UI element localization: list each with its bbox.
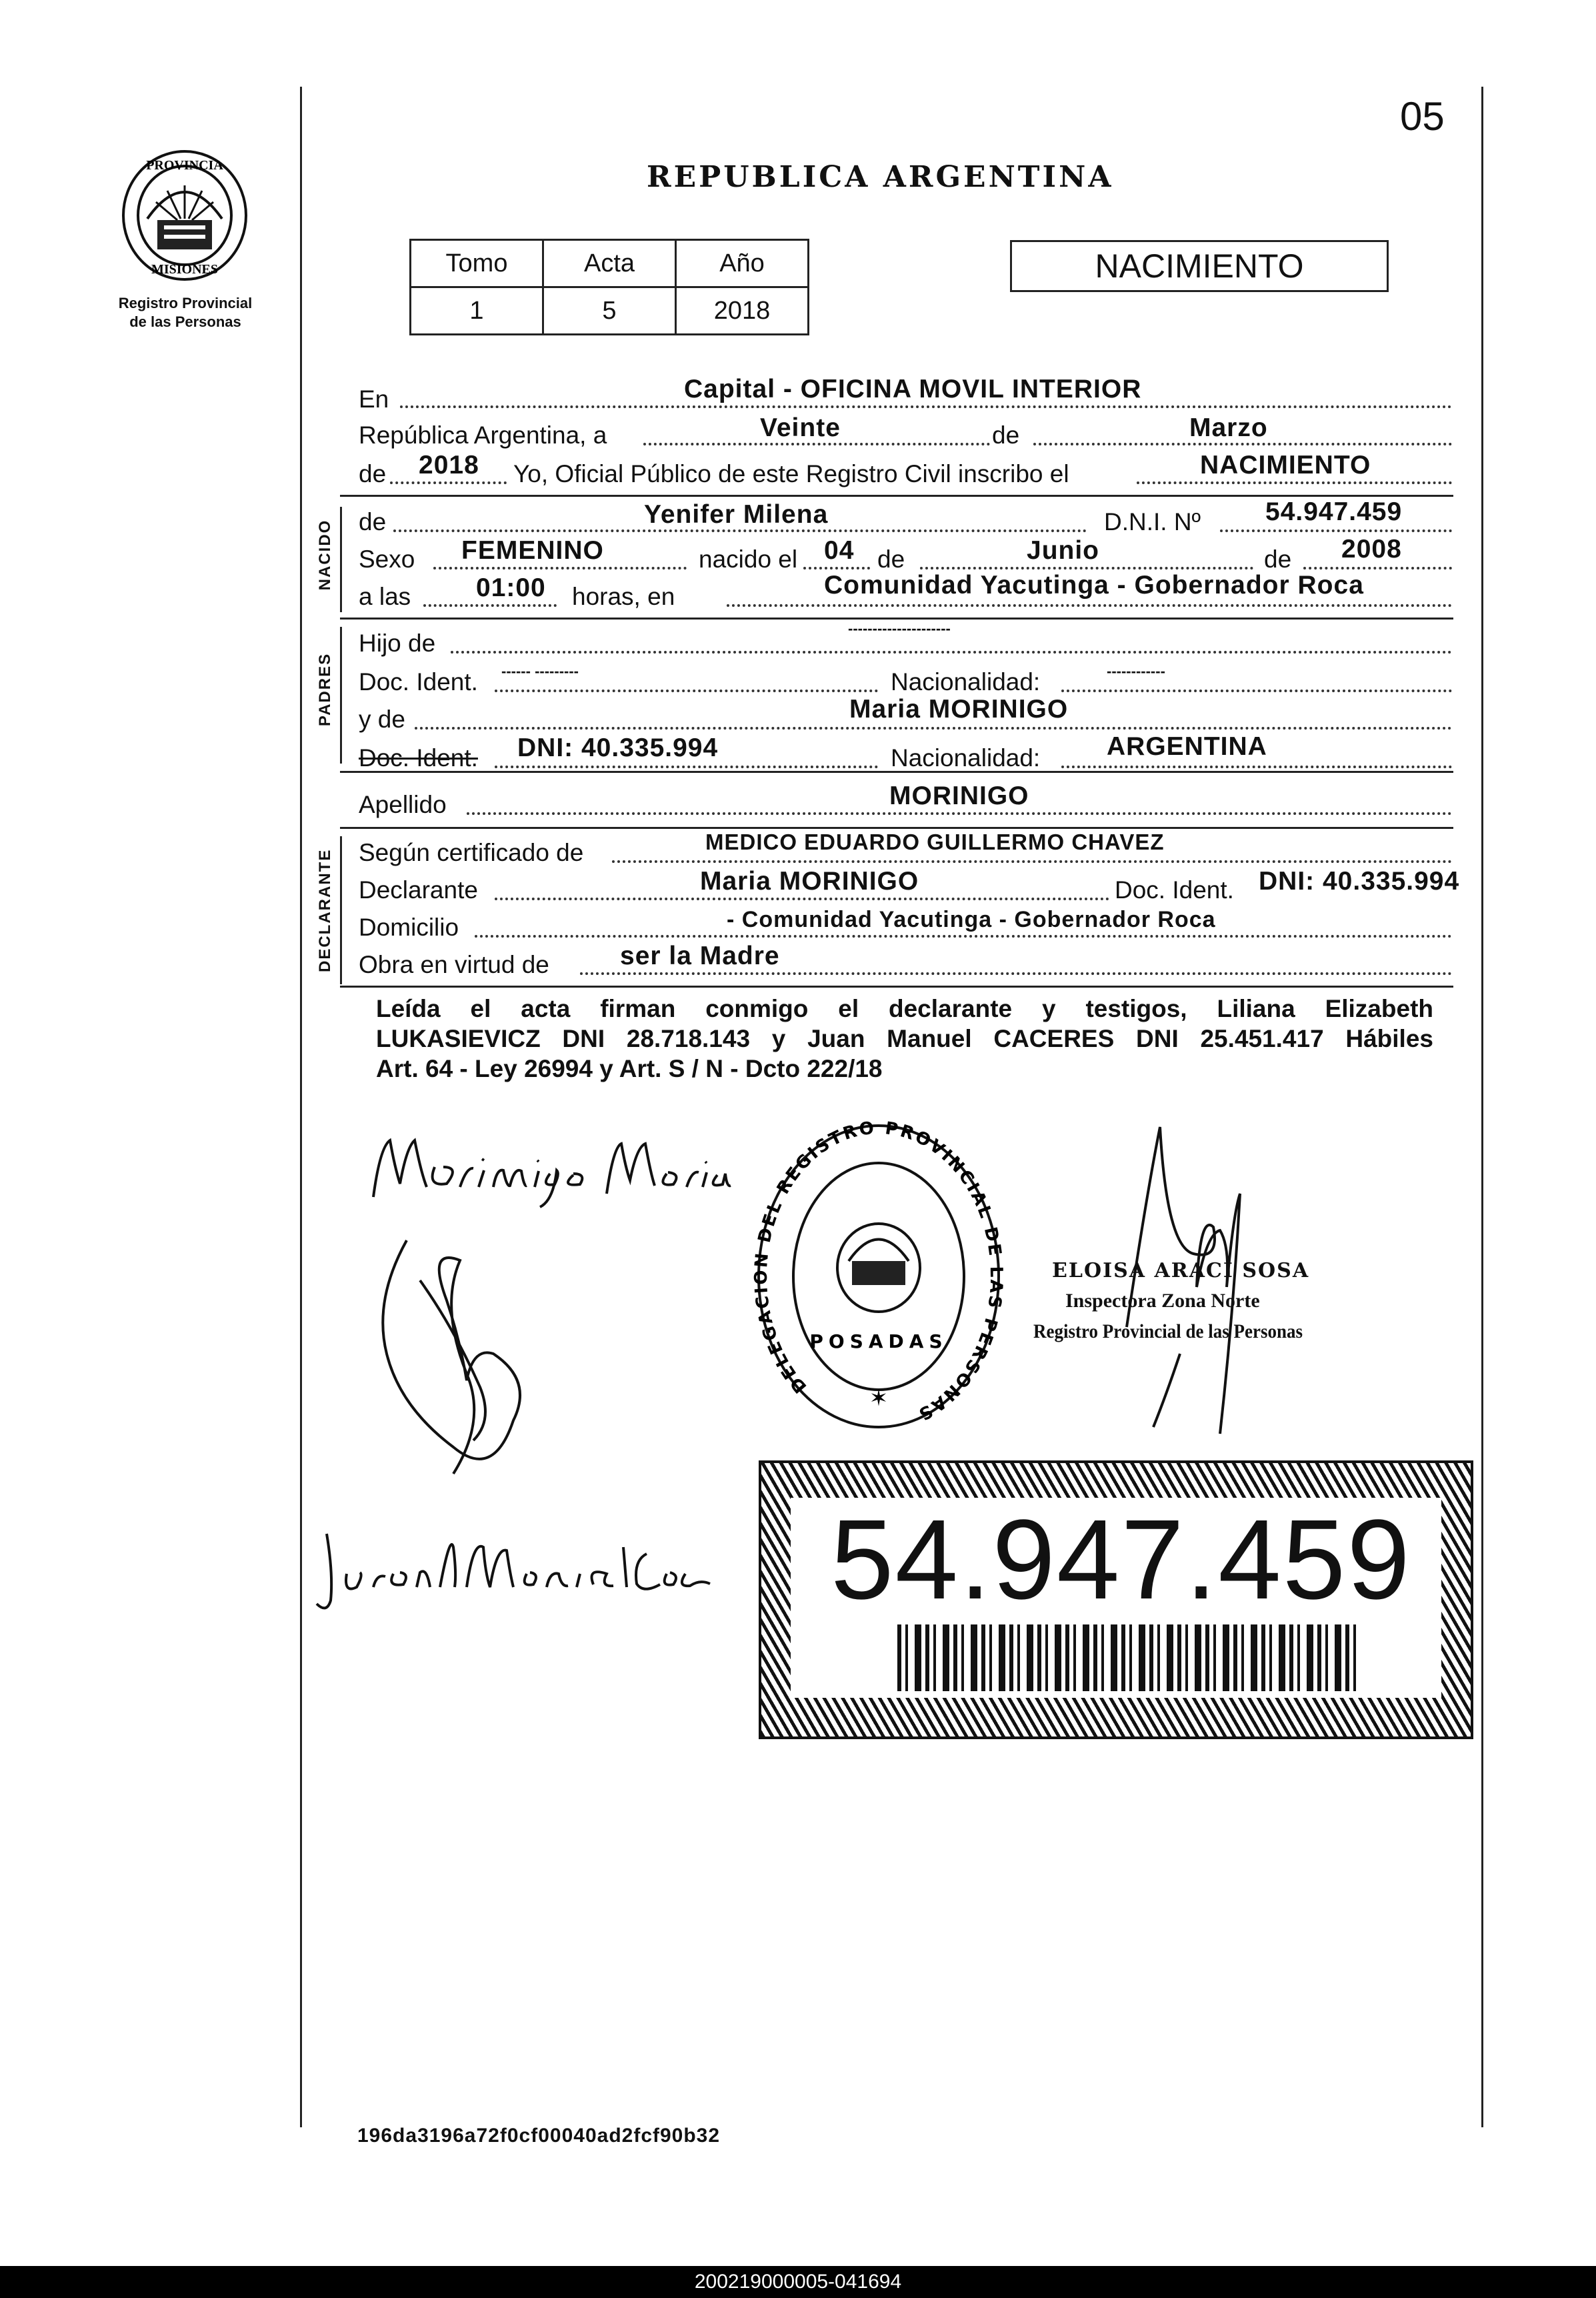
mother-name: Maria MORINIGO — [849, 695, 1069, 724]
registry-oval-stamp — [752, 1118, 1005, 1435]
footer-id-bar — [0, 2266, 1596, 2298]
witness-signature — [307, 1520, 720, 1614]
barcode-icon — [897, 1624, 1357, 1691]
act-type-box — [1010, 240, 1389, 292]
birthyear-dots — [1303, 567, 1452, 569]
provincial-emblem-icon — [111, 145, 259, 285]
doc1-label: Doc. Ident. — [359, 668, 478, 696]
obra-label: Obra en virtud de — [359, 951, 549, 978]
en-label: En — [359, 385, 389, 413]
closing-line-3: Art. 64 - Ley 26994 y Art. S / N - Dcto 222/18 — [376, 1055, 883, 1082]
index-header-tomo: Tomo — [411, 240, 543, 287]
father-nat-dots — [1061, 690, 1452, 692]
declarante-section-label: DECLARANTE — [316, 848, 334, 972]
decl-doc-label: Doc. Ident. — [1115, 876, 1234, 904]
padres-section-label: PADRES — [316, 652, 334, 727]
nacido-de-label-3: de — [1264, 545, 1292, 573]
section-divider — [340, 827, 1453, 829]
official-title: Inspectora Zona Norte — [1065, 1290, 1260, 1312]
logo-text-top: PROVINCIA — [146, 158, 223, 173]
birthmonth-dots — [920, 567, 1253, 569]
left-margin-line — [300, 87, 302, 2127]
year-dots — [390, 481, 507, 484]
nacido-de-label: de — [359, 508, 387, 535]
de-label: de — [992, 421, 1020, 449]
declarant-signature — [360, 1120, 733, 1214]
domicile-value: - Comunidad Yacutinga - Gobernador Roca — [727, 907, 1216, 932]
hijo-label: Hijo de — [359, 630, 436, 657]
dni-barcode-label — [759, 1460, 1473, 1739]
day-dots — [643, 443, 990, 445]
index-value-ano: 2018 — [676, 287, 809, 335]
birthday-dots — [803, 567, 870, 569]
star-icon: ✶ — [869, 1385, 889, 1412]
sexo-dots — [433, 567, 687, 569]
footer-hash: 196da3196a72f0cf00040ad2fcf90b32 — [357, 2125, 721, 2147]
child-name: Yenifer Milena — [644, 500, 829, 529]
stamp-inner-text: POSADAS — [809, 1330, 948, 1352]
official-name: ELOISA ARACI SOSA — [1052, 1259, 1310, 1282]
stamp-ring-text: DELEGACION DEL REGISTRO PROVINCIAL DE LAS PERSONAS — [752, 1118, 1005, 1425]
day-value: Veinte — [760, 413, 841, 442]
certificate-value: MEDICO EDUARDO GUILLERMO CHAVEZ — [705, 830, 1165, 854]
birth-place: Comunidad Yacutinga - Gobernador Roca — [824, 571, 1364, 600]
closing-line-1: Leída el acta firman conmigo el declarante y testigos, Liliana Elizabeth — [376, 995, 1433, 1022]
apellido-label: Apellido — [359, 791, 447, 818]
cert-dots — [612, 860, 1452, 863]
mother-nat-dots — [1061, 766, 1452, 768]
horas-label: horas, en — [572, 583, 675, 610]
nacido-bar — [340, 507, 342, 612]
nac1-label: Nacionalidad: — [891, 668, 1041, 696]
logo-text-bottom: MISIONES — [151, 262, 219, 277]
nac2-label: Nacionalidad: — [891, 744, 1041, 772]
index-header-acta: Acta — [543, 240, 676, 287]
official-text: Yo, Oficial Público de este Registro Civil inscribo el — [513, 460, 1069, 487]
en-dots — [400, 405, 1452, 408]
inscription-dots — [1137, 481, 1452, 484]
official-office: Registro Provincial de las Personas — [1033, 1320, 1303, 1342]
padres-bar — [340, 627, 342, 764]
doc2-label: Doc. Ident. — [359, 744, 478, 772]
declarant-doc: DNI: 40.335.994 — [1259, 867, 1460, 896]
nacido-de-label-2: de — [877, 545, 905, 573]
mother-nationality: ARGENTINA — [1107, 732, 1267, 761]
closing-text — [376, 994, 1433, 1084]
cert-label: Según certificado de — [359, 839, 584, 866]
year-label: de — [359, 460, 387, 487]
father-doc-dots — [495, 690, 878, 692]
inscription-value: NACIMIENTO — [1200, 451, 1371, 479]
barcode-number: 54.947.459 — [831, 1496, 1411, 1623]
page-number: 05 — [1400, 94, 1445, 139]
birth-month: Junio — [1027, 536, 1099, 565]
alas-label: a las — [359, 583, 411, 610]
section-divider — [340, 495, 1453, 497]
decl-dots — [495, 898, 1109, 900]
birth-year: 2008 — [1341, 535, 1402, 563]
country-title: REPUBLICA ARGENTINA — [647, 160, 1114, 194]
sexo-label: Sexo — [359, 545, 415, 573]
dni-dots — [1220, 529, 1452, 532]
republica-label: República Argentina, a — [359, 421, 607, 449]
section-divider — [340, 771, 1453, 773]
decl-label: Declarante — [359, 876, 478, 904]
sexo-value: FEMENINO — [461, 536, 604, 565]
declarant-name: Maria MORINIGO — [700, 867, 919, 896]
place-value: Capital - OFICINA MOVIL INTERIOR — [684, 375, 1142, 403]
mother-doc-dots — [495, 766, 878, 768]
document-id: 200219000005-041694 — [694, 2271, 902, 2293]
index-value-acta: 5 — [543, 287, 676, 335]
mother-doc: DNI: 40.335.994 — [517, 734, 719, 762]
month-dots — [1033, 443, 1452, 445]
virtue-value: ser la Madre — [620, 942, 780, 970]
time-dots — [423, 604, 557, 607]
birth-time: 01:00 — [476, 573, 546, 602]
child-dni: 54.947.459 — [1265, 497, 1403, 526]
apellido-dots — [467, 812, 1452, 815]
month-value: Marzo — [1189, 413, 1268, 442]
section-divider — [340, 986, 1453, 988]
logo-caption-2: de las Personas — [129, 313, 241, 330]
mother-dots — [415, 727, 1452, 730]
right-margin-line — [1481, 87, 1483, 2127]
nacido-section-label: NACIDO — [316, 519, 334, 591]
declarante-bar — [340, 836, 342, 984]
year-value: 2018 — [419, 451, 479, 479]
name-dots — [393, 529, 1087, 532]
act-type: NACIMIENTO — [1095, 247, 1304, 285]
index-header-ano: Año — [676, 240, 809, 287]
birthplace-dots — [727, 604, 1452, 607]
index-table — [409, 239, 809, 335]
father-name: --------------------- — [848, 620, 951, 637]
yde-label: y de — [359, 706, 405, 733]
father-dots — [451, 651, 1452, 654]
father-nationality: ------------ — [1107, 663, 1165, 680]
section-divider — [340, 618, 1453, 620]
dom-label: Domicilio — [359, 914, 459, 941]
index-value-tomo: 1 — [411, 287, 543, 335]
obra-dots — [580, 972, 1452, 975]
official-scribble-signature — [360, 1220, 573, 1500]
birth-day: 04 — [824, 536, 855, 565]
closing-line-2: LUKASIEVICZ DNI 28.718.143 y Juan Manuel CACERES DNI 25.451.417 Hábiles — [376, 1025, 1433, 1052]
father-doc: ------ --------- — [501, 663, 579, 680]
registro-logo — [111, 145, 259, 285]
apellido-value: MORINIGO — [889, 782, 1029, 810]
dom-dots — [475, 935, 1452, 938]
logo-caption-1: Registro Provincial — [118, 295, 253, 311]
nacido-el-label: nacido el — [699, 545, 798, 573]
dni-label: D.N.I. Nº — [1104, 508, 1201, 535]
barcode-inner — [791, 1498, 1441, 1698]
